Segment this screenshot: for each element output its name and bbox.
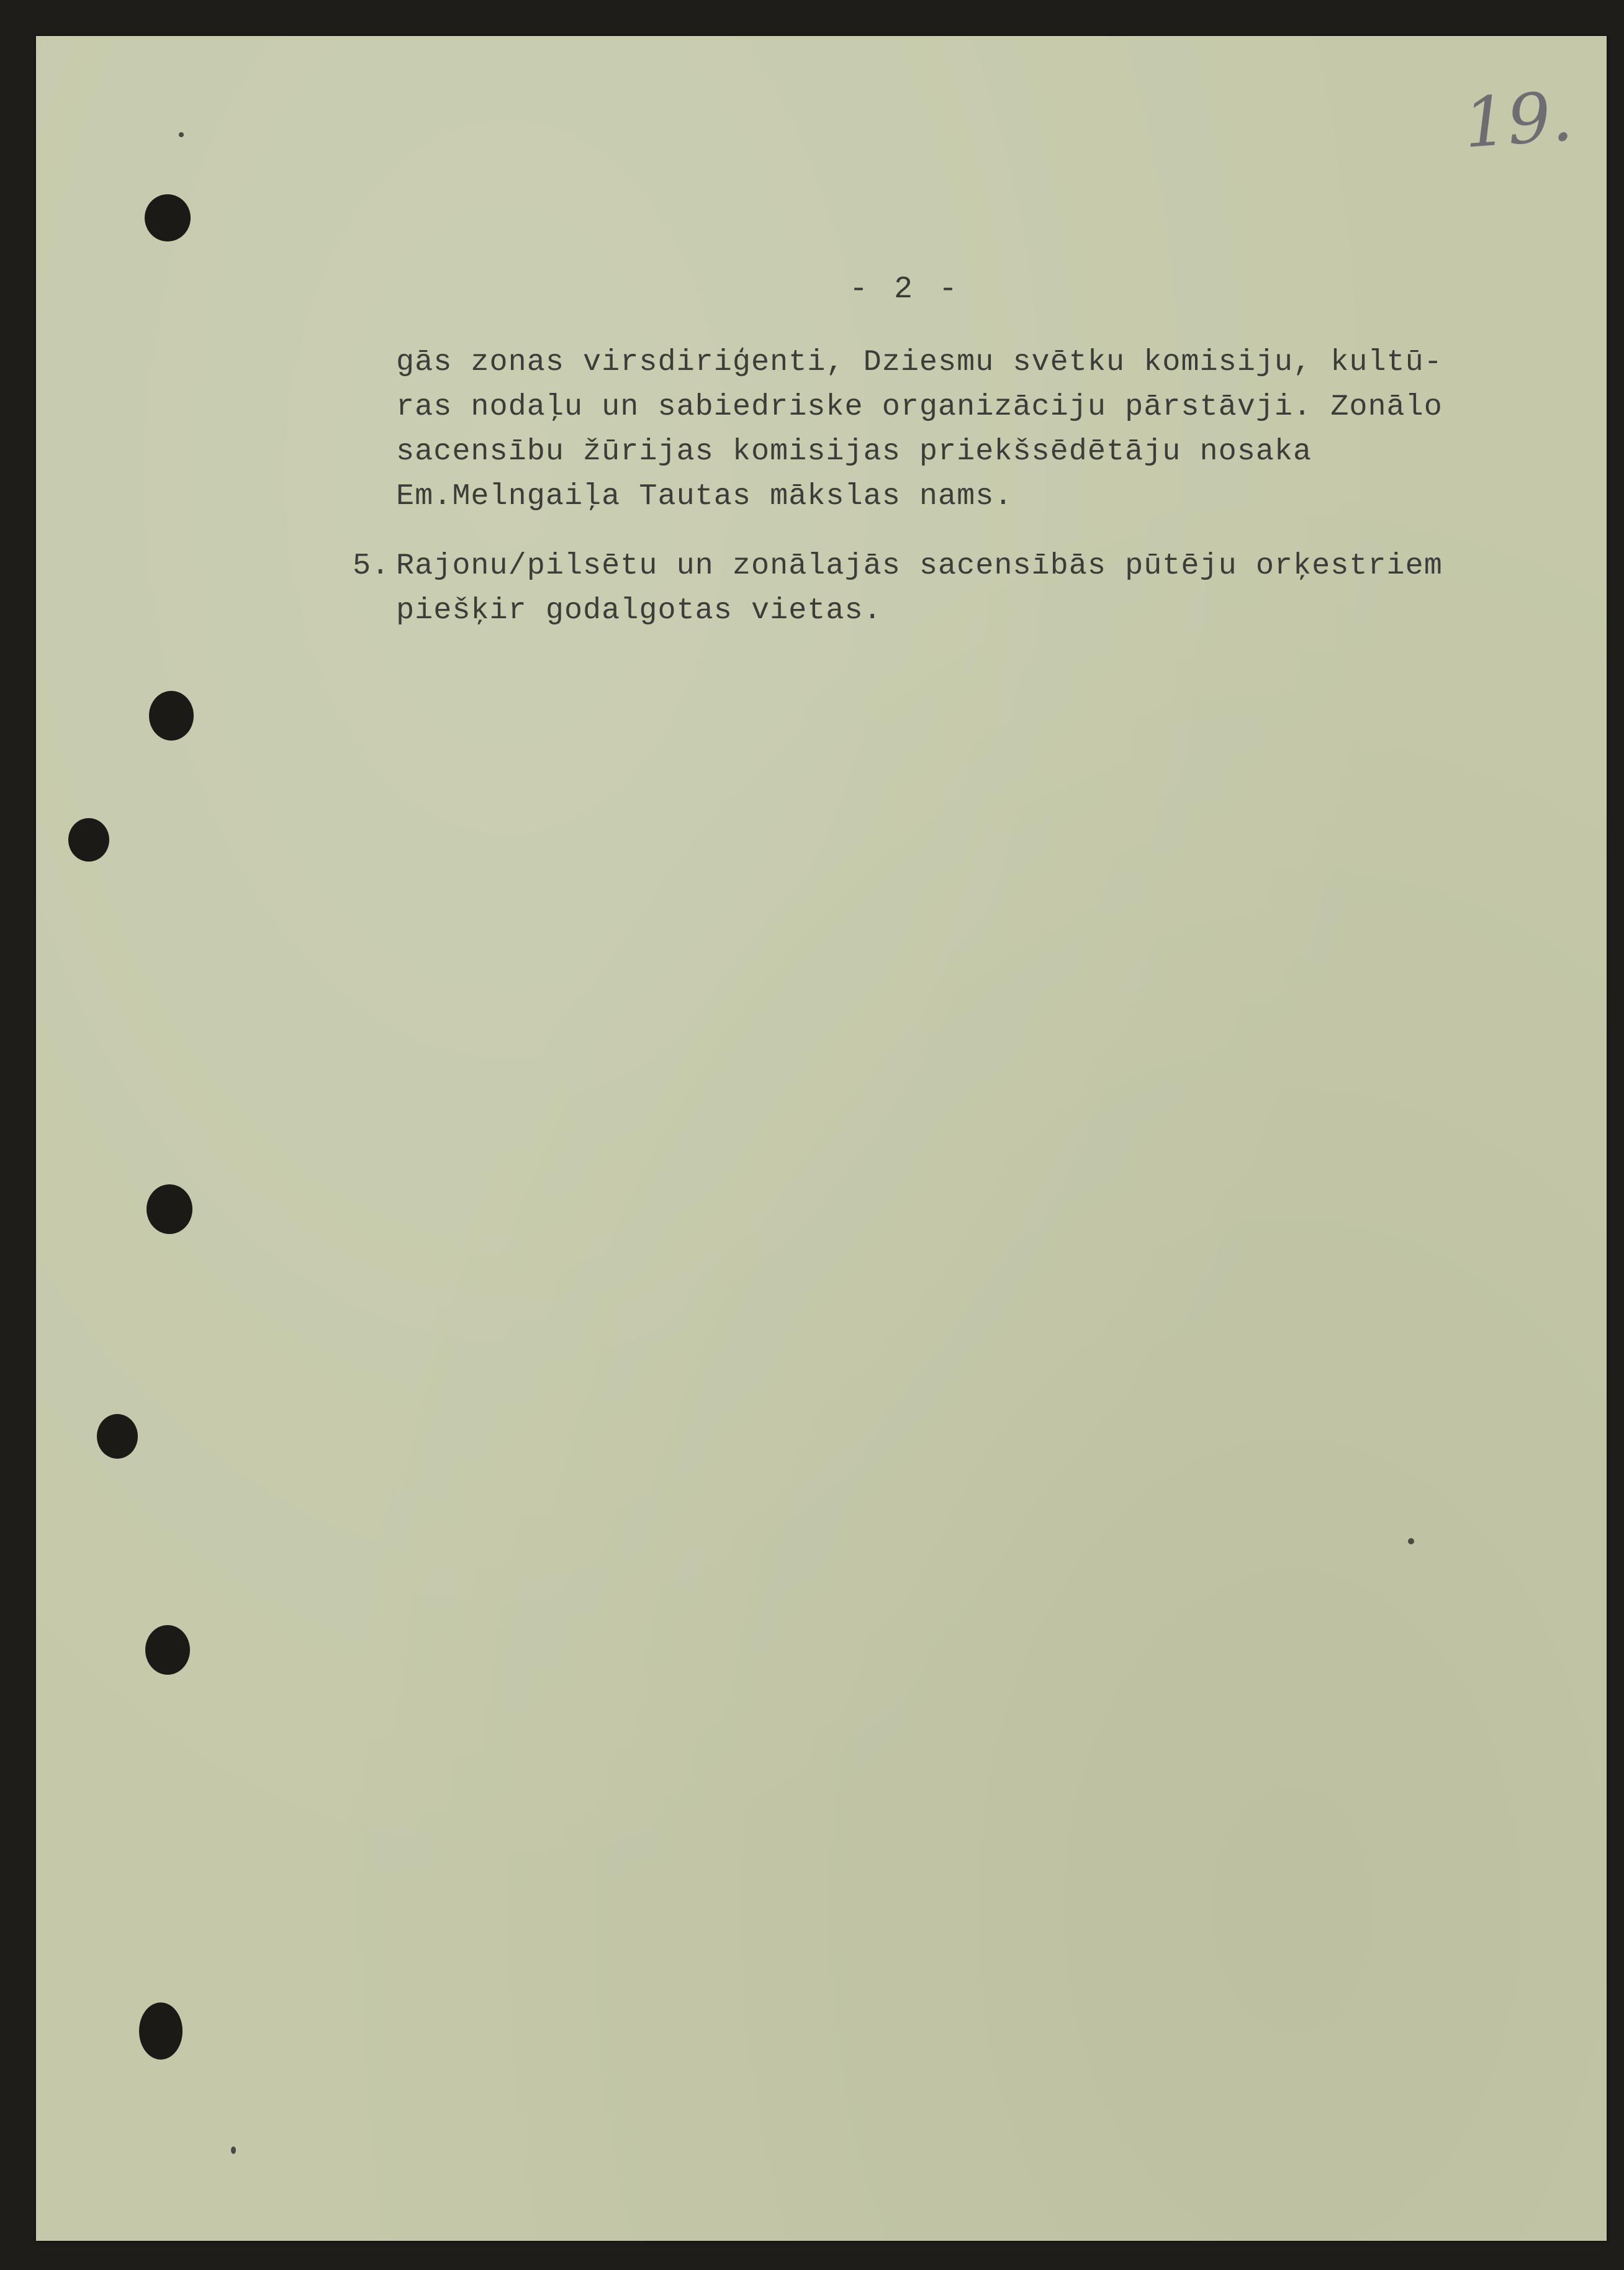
- punch-hole-7: [139, 2002, 183, 2060]
- punch-hole-1: [145, 194, 191, 241]
- text-line: sacensību žūrijas komisijas priekšsēdētāju nosaka: [396, 435, 1312, 469]
- punch-hole-3: [68, 818, 109, 862]
- text-line: ras nodaļu un sabiedriske organizāciju pārstāvji. Zonālo: [396, 390, 1443, 424]
- item-number: 5.: [353, 549, 390, 583]
- punch-hole-6: [145, 1625, 190, 1675]
- text-line: gās zonas virsdiriģenti, Dziesmu svētku komisiju, kultū-: [396, 345, 1443, 379]
- paper-speck: [231, 2146, 236, 2154]
- punch-hole-5: [97, 1414, 138, 1459]
- text-line: Em.Melngaiļa Tautas mākslas nams.: [396, 479, 1013, 513]
- typed-body-text: [353, 340, 1563, 633]
- folio-number: 19.: [1461, 76, 1576, 163]
- text-line: Rajonu/pilsētu un zonālajās sacensībās pūtēju orķestriem: [396, 549, 1443, 583]
- paper-speck: [179, 132, 184, 137]
- page-number: - 2 -: [849, 272, 962, 307]
- paper-speck: [1408, 1538, 1414, 1544]
- list-item-5: [353, 544, 1563, 633]
- text-line: piešķir godalgotas vietas.: [396, 593, 882, 628]
- punch-hole-2: [149, 691, 194, 741]
- paper-sheet: [36, 36, 1607, 2241]
- punch-hole-4: [147, 1184, 192, 1234]
